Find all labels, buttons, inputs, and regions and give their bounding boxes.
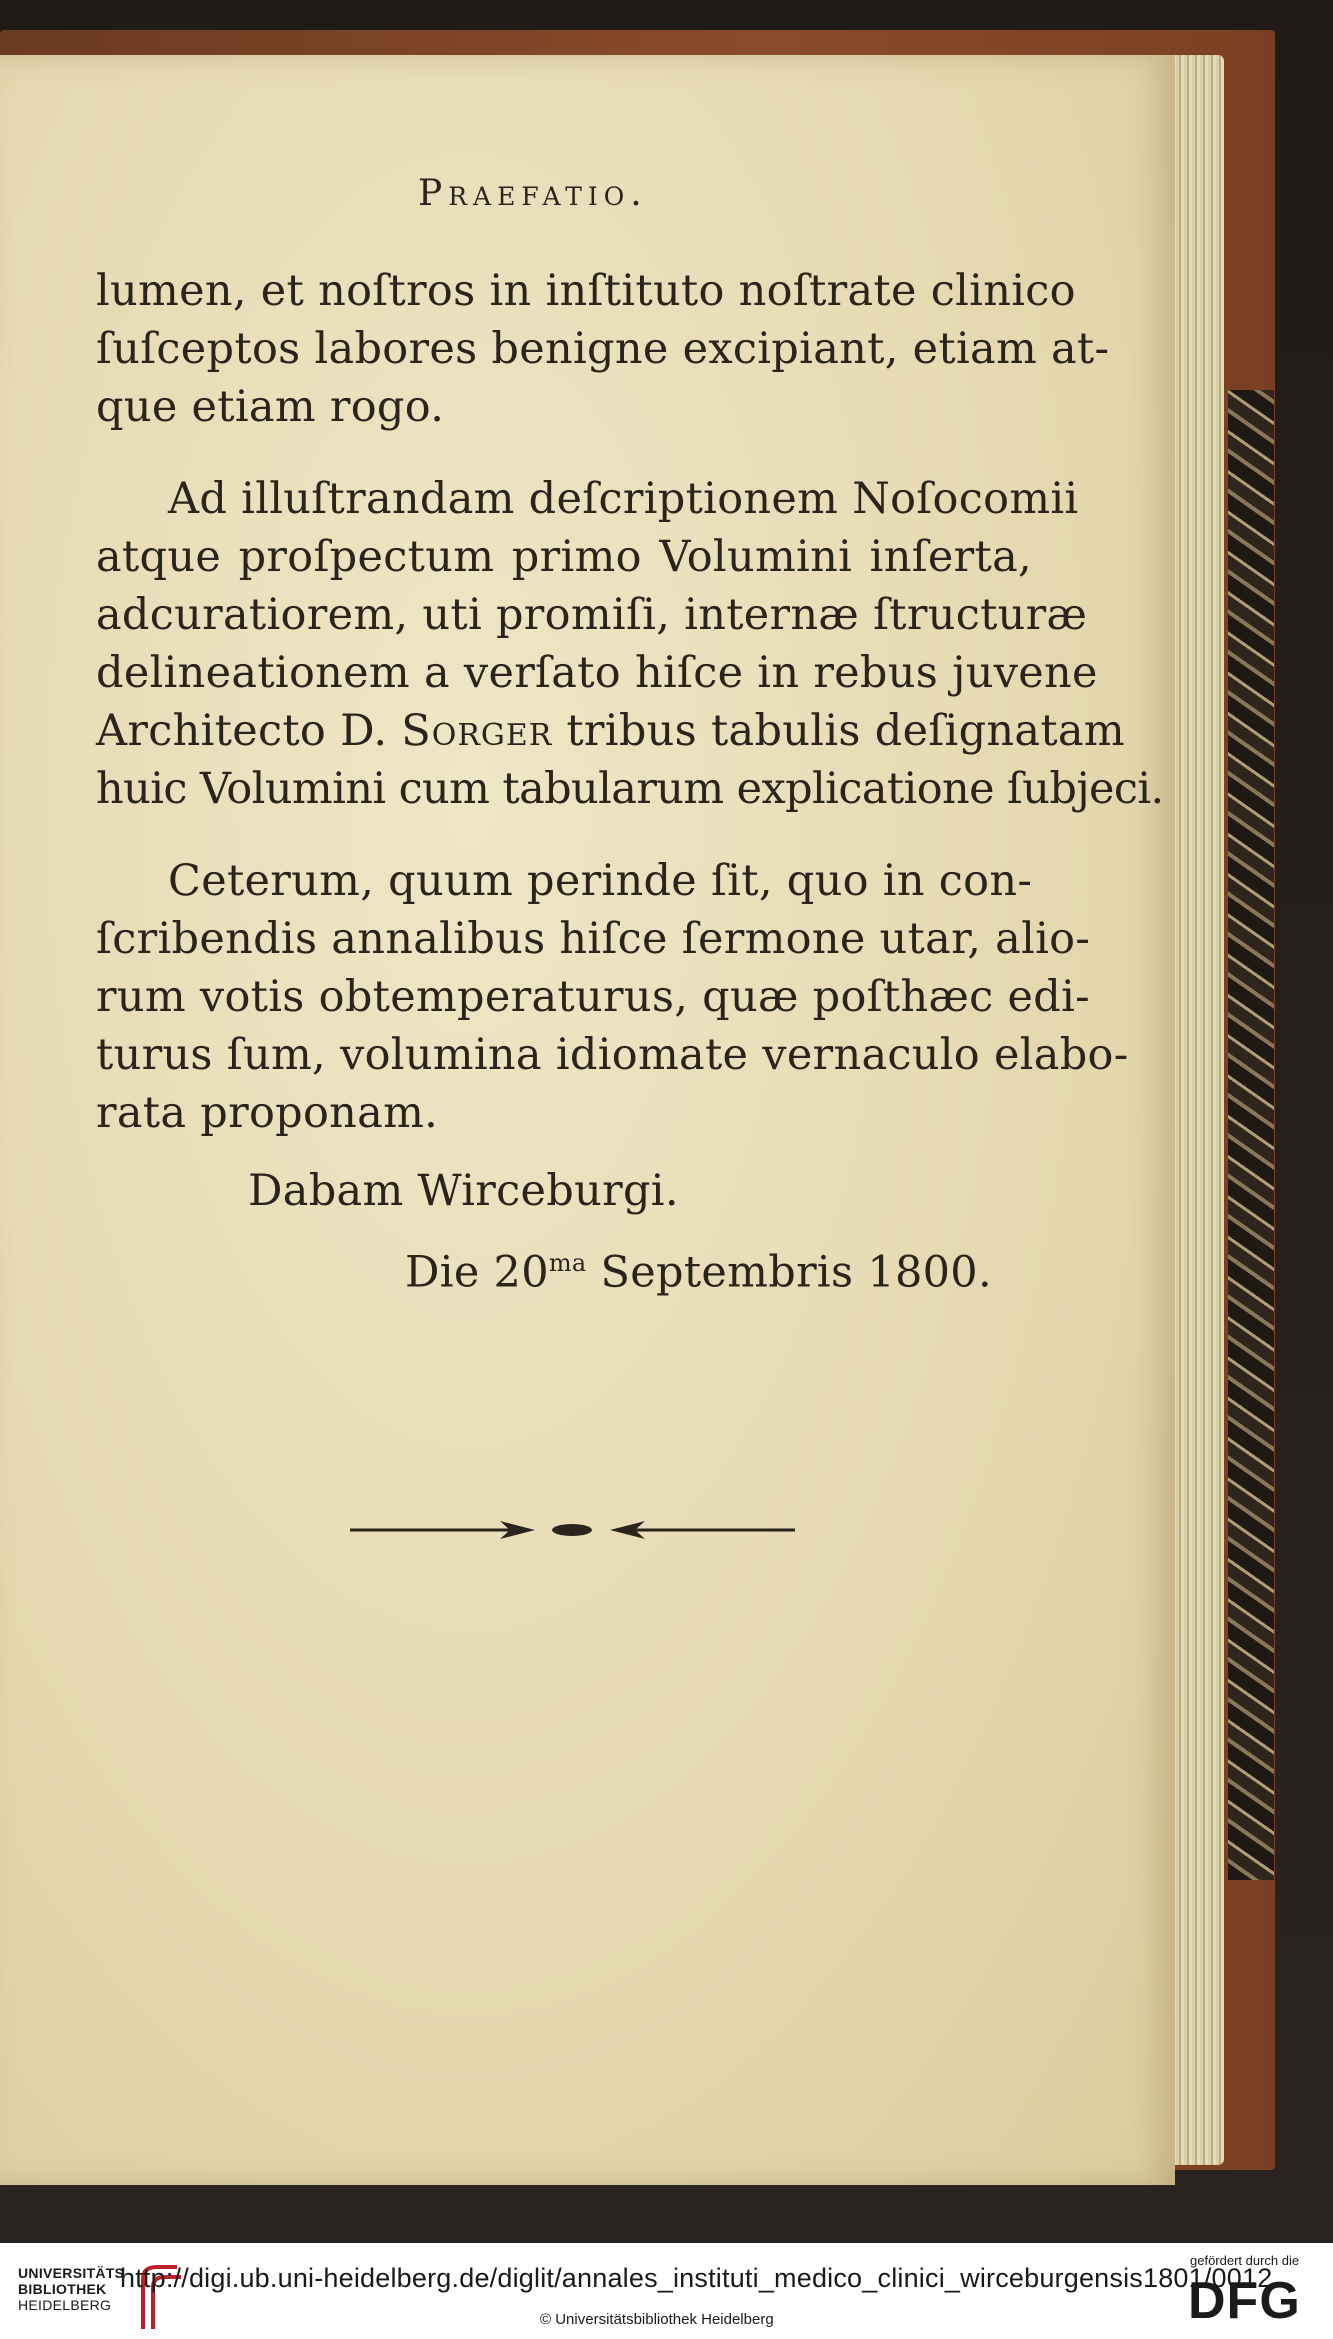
footer-bar: [0, 2243, 1333, 2339]
text-line: huic Volumini cum tabularum explicatione ſubjeci.: [96, 764, 1164, 814]
paragraph-2: [96, 470, 1164, 818]
paragraph-1: [96, 262, 1110, 436]
architect-name: Sorger: [401, 706, 553, 756]
university-library-logo: [18, 2265, 124, 2313]
paragraph-3: [96, 852, 1129, 1142]
text-line: rata proponam.: [96, 1088, 439, 1138]
text-line: ſuſceptos labores benigne excipiant, etiam at-: [96, 324, 1110, 374]
text-line: adcuratiorem, uti promiſi, internæ ſtructuræ: [96, 590, 1088, 640]
text-line: [96, 702, 1125, 760]
text-fragment: tribus tabulis deſignatam: [552, 706, 1125, 756]
date-fragment: Septembris 1800.: [586, 1247, 992, 1298]
text-line: delineationem a verſato hiſce in rebus juvene: [96, 648, 1098, 698]
text-line: que etiam rogo.: [96, 382, 445, 432]
text-line: turus ſum, volumina idiomate vernaculo elabo-: [96, 1030, 1129, 1080]
running-header: Praefatio.: [418, 173, 648, 214]
text-line: Ceterum, quum perinde ſit, quo in con-: [168, 856, 1033, 906]
closing-place: Dabam Wirceburgi.: [248, 1166, 679, 1216]
text-line: Ad illuſtrandam deſcriptionem Noſocomii: [168, 474, 1079, 524]
text-line: atque proſpectum primo Volumini inſerta,: [96, 532, 1032, 582]
closing-date: [405, 1234, 992, 1301]
logo-text: UNIVERSITÄTS: [18, 2265, 125, 2281]
dfg-logo: DFG: [1188, 2272, 1301, 2330]
permalink-url[interactable]: http://digi.ub.uni-heidelberg.de/diglit/annales_instituti_medico_clinici_wirceburgensis1801/0012: [120, 2263, 1273, 2293]
logo-text: HEIDELBERG: [18, 2297, 112, 2313]
ornament-divider-icon: [350, 1515, 795, 1545]
funded-by-label: gefördert durch die: [1190, 2253, 1300, 2268]
text-line: ſcribendis annalibus hiſce ſermone utar, alio-: [96, 914, 1091, 964]
text-line: lumen, et noſtros in inſtituto noſtrate clinico: [96, 266, 1076, 316]
date-fragment: Die 20: [405, 1247, 549, 1298]
text-fragment: Architecto D.: [96, 706, 402, 756]
logo-text: BIBLIOTHEK: [18, 2281, 107, 2297]
text-line: rum votis obtemperaturus, quæ poſthæc edi-: [96, 972, 1090, 1022]
date-superscript: ma: [548, 1249, 587, 1277]
marbled-cover-edge: [1228, 390, 1274, 1880]
copyright-notice: © Universitätsbibliothek Heidelberg: [540, 2311, 774, 2328]
